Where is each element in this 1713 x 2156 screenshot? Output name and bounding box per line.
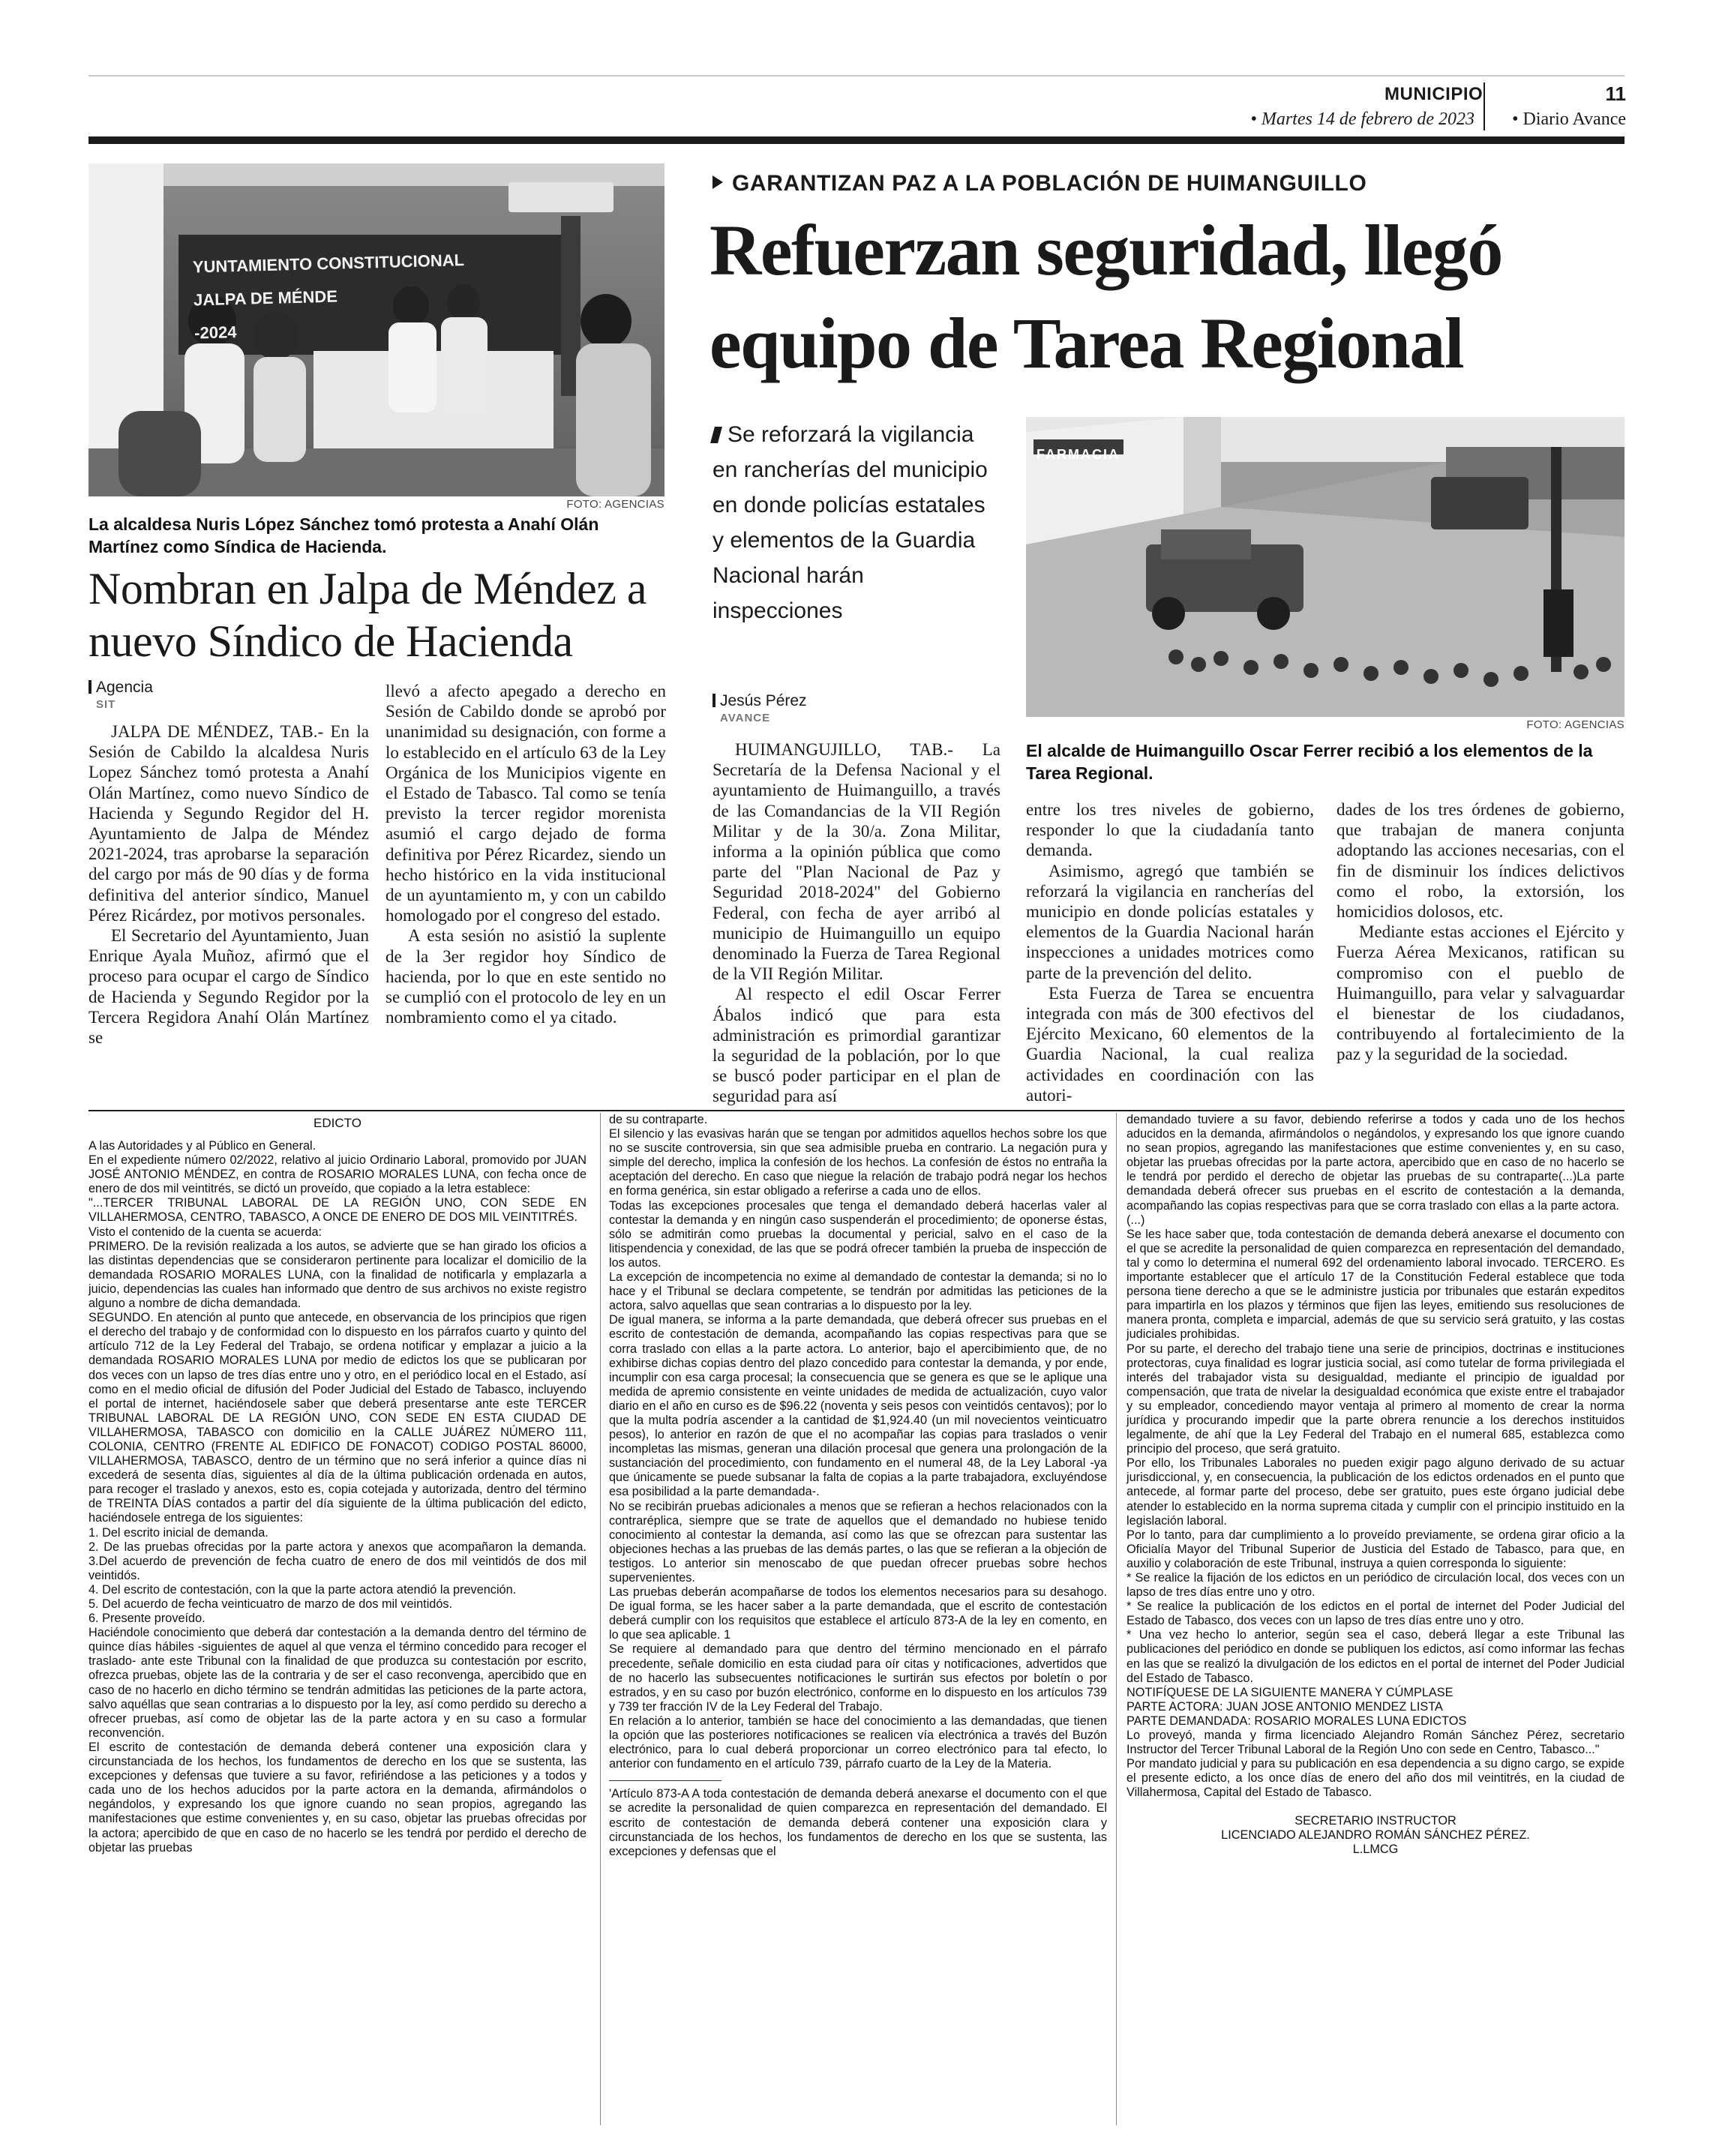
edict-paragraph: PRIMERO. De la revisión realizada a los autos, se advierte que se han girado los oficios a las distintas dependencias que se consideraron pertinente para localizar el domicilio de la demandada ROSARIO MORALES LUNA, con la finalidad de notificarla y emplazarla a juicio, dependencias las cuales han informado que dentro de sus archivos no existe registro alguno a nombre de dicha demandada. (88, 1239, 586, 1311)
paragraph: entre los tres niveles de gobierno, responder lo que la ciudadanía tanto demanda. (1026, 800, 1314, 860)
edict-paragraph: PARTE DEMANDADA: ROSARIO MORALES LUNA EDICTOS (1126, 1714, 1467, 1728)
edict-paragraph: La excepción de incompetencia no exime al demandado de contestar la demanda; si no lo hace y el Tribunal se declara competente, se tendrán por admitidas las peticiones de la actora, salvo aquellas que sean contrarias a lo dispuesto por la ley. (609, 1270, 1107, 1313)
edict-footnote: 'Artículo 873-A A toda contestación de demanda deberá anexarse el documento con el que se acredite la personalidad de quien comparezca en representación del demandado. El escrito de contestación de demanda deberá contener una exposición clara y circunstanciada de los hechos, los fundamentos de derecho en los que se sustenta, las excepciones y defensas que el (609, 1787, 1107, 1858)
edict-paragraph: En relación a lo anterior, también se hace del conocimiento a las demandadas, que tienen la opción que las posteriores notificaciones se realicen vía electrónica a través del Buzón electrónico, para lo cual deberá proporcionar un correo electrónico para tal efecto, lo anterior con fundamento en el artículo 739, párrafo cuarto de la Ley de la Materia. (609, 1714, 1107, 1771)
paragraph: Esta Fuerza de Tarea se encuentra integrada con más de 300 efectivos del Ejército Mexicano, 60 elementos de la Guardia Nacional, la cual realiza actividades en coordinación con las autori- (1026, 983, 1314, 1105)
headline-secondary: Nombran en Jalpa de Méndez a nuevo Síndico de Hacienda (88, 564, 647, 666)
newspaper-name: • Diario Avance (1512, 109, 1626, 129)
byline (88, 679, 314, 711)
paragraph: El Secretario del Ayuntamiento, Juan Enrique Ayala Muñoz, afirmó que el proceso para ocupar el cargo de Síndico de Hacienda y Segundo Regidor por la Tercera Regidora Anahí Olán Martínez se (88, 926, 369, 1048)
article-column (1336, 799, 1624, 1065)
edict-paragraph: 4. Del escrito de contestación, con la que la parte actora atendió la prevención. (88, 1582, 517, 1597)
photo-cabildo (88, 163, 664, 496)
article-column (712, 739, 1000, 1107)
edict-paragraph: En el expediente número 02/2022, relativo al juicio Ordinario Laboral, promovido por JUAN JOSÉ ANTONIO MÉNDEZ, en contra de ROSARIO MORALES LUNA, con fecha once de enero de dos mil veintitrés, se dictó un proveído, que copiado a la letra establece: (88, 1153, 586, 1196)
byline (712, 693, 938, 724)
byline-marker (88, 680, 92, 694)
section-name: MUNICIPIO (1384, 84, 1484, 104)
signature-title: SECRETARIO INSTRUCTOR (1294, 1813, 1456, 1828)
kicker-arrow-icon (712, 175, 723, 189)
edict-paragraph: Visto el contenido de la cuenta se acuerda: (88, 1225, 322, 1239)
edict-paragraph: 6. Presente proveído. (88, 1612, 206, 1626)
edict-paragraph: * Se realice la publicación de los edictos en el portal de internet del Poder Judicial del Estado de Tabasco, dos veces con un lapso de tres días entre uno y otro. (1126, 1600, 1624, 1628)
edict-paragraph: 1. Del escrito inicial de demanda. (88, 1525, 268, 1540)
edict-paragraph: Haciéndole conocimiento que deberá dar contestación a la demanda dentro del término de quince días hábiles -siguientes de aquel al que venza el término concedido para recoger el traslado- ante este Tribunal con la finalidad de que produzca su contestación por escrito, ofrezca pruebas, objete las de la contraria y de ser el caso reconvenga, apercibido que en caso de no hacerlo en dicho término se tendrán admitidas las peticiones de la parte actora, salvo aquéllas que sean contrarias a lo dispuesto por la ley, así como perdido su derecho a ofrecer pruebas, así como de objetar las de la parte actora y en su caso a formular reconvención. (88, 1626, 586, 1740)
edict-paragraph: No se recibirán pruebas adicionales a menos que se refieran a hechos relacionados con la contraréplica, siempre que se trate de aquellos que el demandado no hubiese tenido conocimiento al contestar la demanda, así como las que se ofrezcan para sustentar las objeciones hechas a las pruebas de las demás partes, o las que se refieran a la objeción de testigos. Lo anterior sin menoscabo de que puedan ofrecer pruebas sobre hechos supervenientes. (609, 1499, 1107, 1585)
column-separator (600, 1113, 601, 2125)
photo-credit: FOTO: AGENCIAS (1526, 718, 1624, 731)
edict-paragraph: A las Autoridades y al Público en General. (88, 1139, 316, 1153)
paragraph: Al respecto el edil Oscar Ferrer Ábalos indicó que para esta administración es primordial garantizar la seguridad de la población, por lo que se buscó poder participar en el plan de seguridad para así (712, 985, 1000, 1106)
signature-initials: L.LMCG (1352, 1842, 1399, 1856)
page-number: 11 (1605, 82, 1626, 105)
edict-paragraph: Por ello, los Tribunales Laborales no pueden exigir pago alguno derivado de su actuar jurisdiccional, y, en consecuencia, la publicación de los edictos ordenados en el punto que antecede, al formar parte del proceso, debe ser gratuito, pues este órgano judicial debe atender lo establecido en la norma suprema citada y cumplir con el principio instituido en la legislación laboral. (1126, 1456, 1624, 1528)
deck-text: Se reforzará la vigilancia en rancherías del municipio en donde policías estatales y elementos de la Guardia Nacional harán inspecciones (712, 422, 988, 623)
article-column (88, 721, 369, 1048)
byline-name: Jesús Pérez (720, 692, 807, 709)
edict-paragraph: 2. De las pruebas ofrecidas por la parte actora y anexos que acompañaron la demanda. 3.Del acuerdo de prevención de fecha cuatro de enero de dos mil veintidós de dos mil veintidós. (88, 1540, 586, 1582)
article-column (1026, 799, 1314, 1105)
paragraph: dades de los tres órdenes de gobierno, que trabajan de manera conjunta adoptando las acciones necesarias, con el fin de disminuir los índices delictivos como el robo, la extorsión, los homicidios dolosos, etc. (1336, 800, 1624, 922)
paragraph: JALPA DE MÉNDEZ, TAB.- En la Sesión de Cabildo la alcaldesa Nuris Lopez Sánchez tomó protesta a Anahí Olán Martínez, como nuevo Síndico de Hacienda y Segundo Regidor del H. Ayuntamiento de Jalpa de Méndez 2021-2024, tras aprobarse la separación del cargo por más de 90 días y de forma definitiva del anterior síndico, Manuel Pérez Ricárdez, por motivos personales. (88, 722, 369, 925)
article-column (386, 681, 666, 1027)
column-separator (1116, 1113, 1117, 2125)
deck (712, 417, 998, 628)
photo-street (1026, 417, 1624, 717)
edict-paragraph: Las pruebas deberán acompañarse de todos los elementos necesarios para su desahogo. De igual forma, se les hacer saber a la parte demandada, que el escrito de contestación deberá cumplir con los requisitos que establece el artículo 873-A de la ley en comento, en lo que sea aplicable. 1 (609, 1585, 1107, 1642)
byline-source: SIT (96, 698, 116, 711)
footnote-rule (609, 1780, 722, 1781)
byline-source: AVANCE (720, 712, 771, 724)
edict-column-2 (609, 1113, 1107, 1859)
paragraph: Mediante estas acciones el Ejército y Fuerza Aérea Mexicanos, ratifican su compromiso con el pueblo de Huimanguillo, para velar y salvaguardar el bienestar de los ciudadanos, contribuyendo al fortalecimiento de la paz y la seguridad de la sociedad. (1336, 922, 1624, 1064)
kicker (712, 171, 1628, 196)
paragraph: HUIMANGUJILLO, TAB.- La Secretaría de la Defensa Nacional y el ayuntamiento de Huimanguillo, a través de las Comandancias de la VII Región Militar y de la 30/a. Zona Militar, informa a la opinión pública que como parte del "Plan Nacional de Paz y Seguridad 2018-2024" del Gobierno Federal, con fecha de ayer arribó al municipio de Huimanguillo un equipo denominado la Fuerza de Tarea Regional de la VII Región Militar. (712, 740, 1000, 984)
photo-caption: La alcaldesa Nuris López Sánchez tomó protesta a Anahí Olán Martínez como Síndica de Hacienda. (88, 514, 599, 556)
edict-paragraph: Por lo tanto, para dar cumplimiento a lo proveído previamente, se ordena girar oficio a la Oficialía Mayor del Tribunal Superior de Justicia del Estado de Tabasco, para que, en auxilio y colaboración de este Tribunal, instruya a quien corresponda lo siguiente: (1126, 1528, 1624, 1570)
edict-paragraph: El silencio y las evasivas harán que se tengan por admitidos aquellos hechos sobre los que no se suscite controversia, sin que sea admisible prueba en contrario. La negación pura y simple del derecho, implica la confesión de los hechos. La confesión de éstos no entraña la aceptación del derecho. En caso que niegue la relación de trabajo podrá negar los hechos en forma genérica, sin estar obligado a referirse a cada uno de ellos. (609, 1127, 1107, 1198)
paragraph: Asimismo, agregó que también se reforzará la vigilancia en rancherías del municipio en donde policías estatales y elementos de la Guardia Nacional harán inspecciones a unidades motrices como parte de la prevención del delito. (1026, 861, 1314, 982)
edict-title: EDICTO (314, 1116, 362, 1130)
edict-paragraph: Se requiere al demandado para que dentro del término mencionado en el párrafo precedente, señale domicilio en esta ciudad para oír citas y notificaciones, advertidos que de no hacerlo las subsecuentes notificaciones le surtirán sus efectos por boletín o por estrados, y en su caso por buzón electrónico, conforme en lo dispuesto en los artículos 739 y 739 ter fracción IV de la Ley Federal del Trabajo. (609, 1642, 1107, 1714)
edict-paragraph: De igual manera, se informa a la parte demandada, que deberá ofrecer sus pruebas en el escrito de contestación de demanda, acompañando las copias respectivas para que se corra traslado con ellas a la parte actora. Lo anterior, bajo el apercibimiento que, de no exhibirse dichas copias dentro del plazo concedido para contestar la demanda, y por ende, incumplir con esa carga procesal; la consecuencia que se genera es que se le aplique una medida de apremio consistente en veinte unidades de medida de actualización, cuyo valor diario en el año en curso es de $96.22 (noventa y seis pesos con veintidós centavos); por lo que la multa podría ascender a la cantidad de $1,924.40 (un mil novecientos veinticuatro pesos), lo anterior en razón de que el no acompañar las copias para traslados o venir incompletas las mismas, generan una dilación procesal que genera una prolongación de la sustanciación del procedimiento, con fundamento en el numeral 48, de la Ley Laboral -ya que únicamente se puede subsanar la falta de copias a la parte trabajadora, excluyéndose esa posibilidad a la parte demandada-. (609, 1313, 1107, 1499)
edict-paragraph: Todas las excepciones procesales que tenga el demandado deberá hacerlas valer al contestar la demanda y en ningún caso suspenderán el procedimiento; de oponerse éstas, sólo se admitirán como pruebas la documental y pericial, salvo en el caso de la litispendencia y conexidad, de las que se podrá ofrecer también la prueba de inspección de los autos. (609, 1198, 1107, 1270)
paragraph: llevó a afecto apegado a derecho en Sesión de Cabildo donde se aprobó por unanimidad su designación, con forme a lo establecido en el artículo 63 de la Ley Orgánica de los Municipios vigente en el Estado de Tabasco. Tal como se tenía previsto la tercer regidor morenista asumió el cargo dejado de forma definitiva por Pérez Ricardez, siendo un hecho histórico en la vida institucional de un ayuntamiento m, y con un cabildo homologado por el congreso del estado. (386, 682, 666, 925)
masthead-bar (88, 136, 1624, 144)
deck-marker (710, 427, 722, 443)
edict-paragraph: NOTIFÍQUESE DE LA SIGUIENTE MANERA Y CÚMPLASE (1126, 1685, 1454, 1699)
headline-main: Refuerzan seguridad, llegó equipo de Tarea Regional (710, 210, 1502, 383)
edict-column-1 (88, 1116, 586, 1855)
top-rule (88, 75, 1624, 76)
edict-paragraph: SEGUNDO. En atención al punto que antecede, en observancia de los principios que rigen el derecho del trabajo y de conformidad con lo dispuesto en los párrafos cuarto y quinto del artículo 712 de la Ley Federal del Trabajo, se ordena notificar y emplazar a juicio a la demandada ROSARIO MORALES LUNA por medio de edictos los que se publicaran por dos veces con un lapso de tres días entre uno y otro, en el periódico local en el Estado, así como en el medio oficial de difusión del Poder Judicial del Estado de Tabasco, incluyendo el portal de internet, haciéndosele saber que deberá presentarse ante este TERCER TRIBUNAL LABORAL DE LA REGIÓN UNO, CON SEDE EN ESTA CIUDAD DE VILLAHERMOSA, TABASCO con domicilio en la CALLE JUÁREZ NÚMERO 111, COLONIA, CENTRO (FRENTE AL EDIFICO DE FONACOT) CODIGO POSTAL 86000, VILLAHERMOSA, TABASCO, dentro de un término que no será inferior a quince días ni excederá de sesenta días, siguientes al día de la última publicación ordenada en autos, para recoger el traslado y anexos, esto es, copia cotejada y autorizada, dentro del término de TREINTA DÍAS contados a partir del día siguiente de la última publicación del edicto, haciéndosele entrega de los siguientes: (88, 1311, 586, 1525)
byline-name: Agencia (96, 679, 153, 696)
masthead-separator (1484, 82, 1485, 130)
edict-paragraph: demandado tuviere a su favor, debiendo referirse a todos y cada uno de los hechos aducidos en la demanda, afirmándolos o negándolos, y expresando los que ignore cuando no sean propios, agregando las manifestaciones que estime convenientes y, en su caso, objetar las pruebas ofrecidas por la parte actora, apercibido que en caso de no hacerlo se le tendrá por perdido el derecho de objetar las pruebas de su contraparte(...)La parte demandada deberá ofrecer sus pruebas en el escrito de contestación a la demanda, acompañando las copias respectivas para que se corra traslado con ellas a la parte actora. (1126, 1113, 1624, 1213)
photo-banner-text: YUNTAMIENTO CONSTITUCIONAL JALPA DE MÉNDE -2024 (192, 250, 465, 343)
edict-paragraph: "...TERCER TRIBUNAL LABORAL DE LA REGIÓN UNO, CON SEDE EN VILLAHERMOSA, CENTRO, TABASCO, A ONCE DE ENERO DE DOS MIL VEINTITRÉS. (88, 1196, 586, 1225)
photo-credit: FOTO: AGENCIAS (566, 498, 664, 511)
photo-sign-text: FARMACIA (1036, 447, 1120, 462)
edict-paragraph: de su contraparte. (609, 1113, 708, 1126)
signature-name: LICENCIADO ALEJANDRO ROMÁN SÁNCHEZ PÉREZ. (1221, 1828, 1530, 1842)
edict-paragraph: * Se realice la fijación de los edictos en un periódico de circulación local, dos veces con un lapso de tres días entre uno y otro. (1126, 1571, 1624, 1600)
edict-paragraph: El escrito de contestación de demanda deberá contener una exposición clara y circunstanciada de los hechos, los fundamentos de derecho en los que se sustenta, las excepciones y defensas que tuviere a su favor, refiriéndose a las peticiones y a todos y cada uno de los hechos aducidos por la parte actora en la demanda, afirmándolos o negándolos, y expresando los que ignore cuando no sean propios, agregando las manifestaciones que estime convenientes y, en su caso, objetar las pruebas ofrecidas por la actora; apercibido de que en caso de no hacerlo se les tendrá por perdido el derecho de objetar las pruebas (88, 1740, 586, 1855)
kicker-text: GARANTIZAN PAZ A LA POBLACIÓN DE HUIMANGUILLO (732, 171, 1367, 196)
edict-paragraph: * Una vez hecho lo anterior, según sea el caso, deberá llegar a este Tribunal las publicaciones del periódico en donde se publiquen los edictos, así como informar las fechas en las que se realizó la divulgación de los edictos en el portal de internet del Poder Judicial del Estado de Tabasco. (1126, 1628, 1624, 1685)
edict-column-3 (1126, 1113, 1624, 1857)
byline-marker (712, 694, 716, 707)
section-divider (88, 1110, 1624, 1111)
photo-caption: El alcalde de Huimanguillo Oscar Ferrer recibió a los elementos de la Tarea Regional. (1026, 741, 1593, 783)
edict-paragraph: (...) (1126, 1213, 1145, 1227)
edict-paragraph: Por su parte, el derecho del trabajo tiene una serie de principios, doctrinas e instituciones protectoras, cuya finalidad es lograr justicia social, así como tutelar de forma privilegiada el interés del trabajador vista su desigualdad, mediante el principio de igualdad por compensación, que trata de nivelar la desigualdad económica que existe entre el trabajador y su empleador, concediendo mayor ventaja al primero al momento de crear la norma jurídica y procurando impedir que la parte obrera renuncie a los derechos instituidos legalmente, de ahí que la Ley Federal del Trabajo en el numeral 685, establezca como principio del proceso, que será gratuito. (1126, 1342, 1624, 1456)
edict-paragraph: Lo proveyó, manda y firma licenciado Alejandro Román Sánchez Pérez, secretario Instructor del Tercer Tribunal Laboral de la Región Uno con sede en Centro, Tabasco..." (1126, 1729, 1624, 1757)
edict-paragraph: 5. Del acuerdo de fecha veinticuatro de marzo de dos mil veintidós. (88, 1597, 453, 1611)
edict-paragraph: Por mandato judicial y para su publicación en esa dependencia a su digno cargo, se expide el presente edicto, a los once días de enero del año dos mil veintitrés, en la ciudad de Villahermosa, Capital del Estado de Tabasco. (1126, 1757, 1624, 1800)
issue-date: • Martes 14 de febrero de 2023 (1250, 109, 1474, 129)
paragraph: A esta sesión no asistió la suplente de la 3er regidor hoy Síndico de hacienda, por lo que en este sentido no se cumplió con el protocolo de ley en un nombramiento como el ya citado. (386, 926, 666, 1027)
edict-paragraph: PARTE ACTORA: JUAN JOSE ANTONIO MENDEZ LISTA (1126, 1699, 1443, 1714)
edict-paragraph: Se les hace saber que, toda contestación de demanda deberá anexarse el documento con el que se acredite la personalidad de quien comparezca en representación del demandado, tal y como lo determina el numeral 692 del ordenamiento laboral invocado. TERCERO. Es importante establecer que el artículo 17 de la Constitución Federal establece que toda persona tiene derecho a que se le administre justicia por tribunales que estarán expeditos para impartirla en los plazos y términos que fijen las leyes, emitiendo sus resoluciones de manera pronta, completa e imparcial, además de que su servicio será gratuito, y las costas judiciales prohibidas. (1126, 1227, 1624, 1342)
